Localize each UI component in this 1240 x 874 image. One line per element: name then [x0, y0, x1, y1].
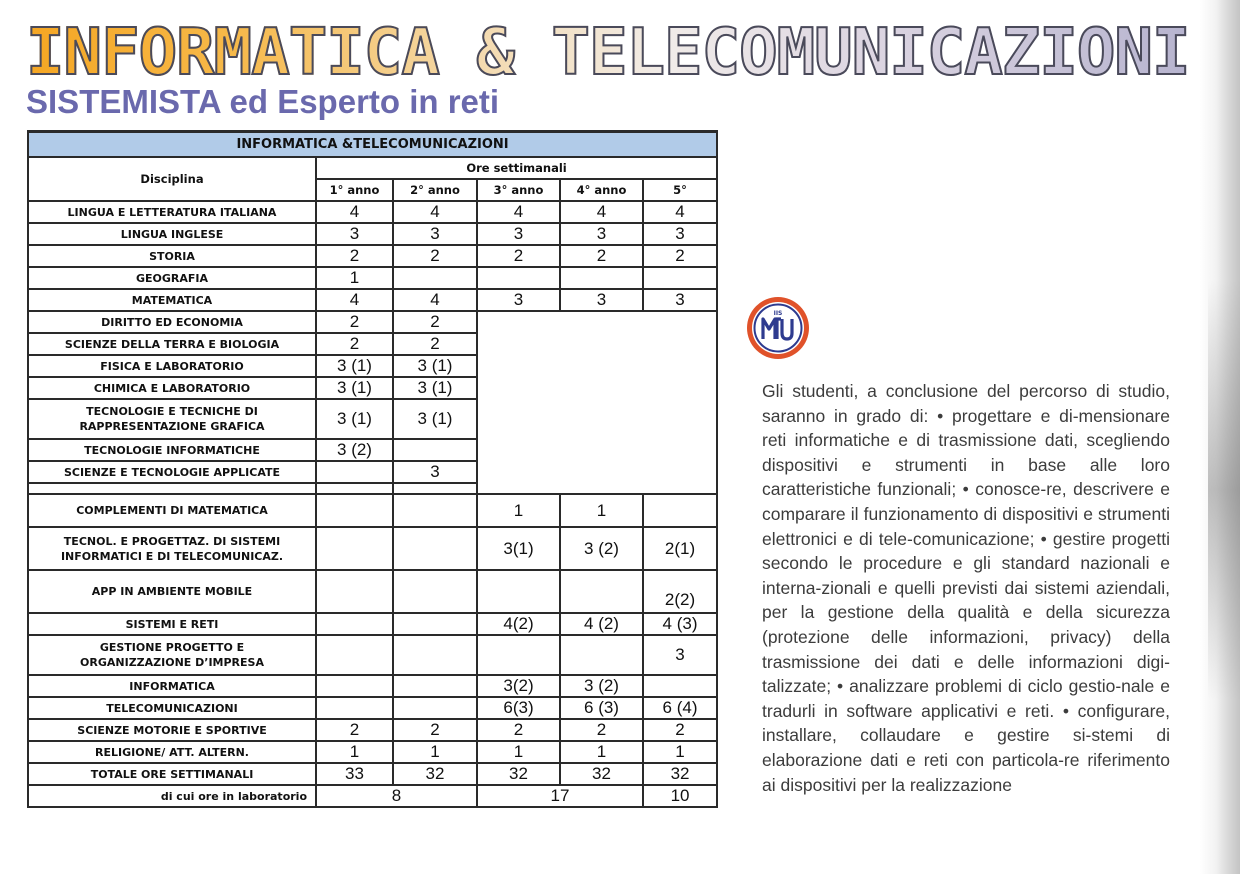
discipline-name: APP IN AMBIENTE MOBILE: [28, 570, 316, 613]
hours-cell: 2: [643, 245, 717, 267]
hours-cell: [560, 267, 643, 289]
hours-cell: 4 (2): [560, 613, 643, 635]
hours-cell: 1: [393, 741, 477, 763]
hours-cell: 2: [393, 333, 477, 355]
hours-cell: [393, 635, 477, 675]
hours-cell: [316, 527, 393, 570]
table-row: [28, 201, 717, 223]
hours-cell: 3 (1): [316, 399, 393, 439]
hours-cell: 1: [316, 741, 393, 763]
hours-cell: [393, 697, 477, 719]
discipline-name: CHIMICA E LABORATORIO: [28, 377, 316, 399]
hours-cell: 2: [560, 245, 643, 267]
hours-cell: [316, 570, 393, 613]
hours-cell: 6 (4): [643, 697, 717, 719]
table-row: [28, 267, 717, 289]
spacer-cell: [316, 483, 393, 494]
table-row: [28, 741, 717, 763]
hours-cell: 4: [316, 289, 393, 311]
table-row: [28, 311, 717, 333]
hours-cell: 1: [477, 494, 560, 527]
hours-cell: 2: [393, 311, 477, 333]
hours-cell: 3 (2): [560, 675, 643, 697]
hours-cell: [477, 570, 560, 613]
hours-cell: 3: [643, 635, 717, 675]
hours-cell: 3: [393, 461, 477, 483]
spacer-cell: [393, 483, 477, 494]
hours-cell: 3(2): [477, 675, 560, 697]
hours-cell: 2: [477, 719, 560, 741]
discipline-name-line1: TECNOLOGIE E TECNICHE DI: [86, 405, 258, 418]
page-subtitle: SISTEMISTA ed Esperto in reti: [26, 83, 500, 120]
hours-cell: 3: [477, 223, 560, 245]
hours-cell: 1: [560, 494, 643, 527]
hours-cell: 6 (3): [560, 697, 643, 719]
hours-cell: 2: [316, 311, 393, 333]
discipline-header: Disciplina: [28, 157, 316, 201]
year-header-4: 4° anno: [560, 179, 643, 201]
hours-cell: 3: [643, 289, 717, 311]
hours-cell: 1: [643, 741, 717, 763]
discipline-name: [28, 527, 316, 570]
hours-header: Ore settimanali: [316, 157, 717, 179]
discipline-name-line2: RAPPRESENTAZIONE GRAFICA: [79, 420, 265, 433]
hours-cell: [477, 267, 560, 289]
hours-cell: 1: [477, 741, 560, 763]
hours-cell: 32: [560, 763, 643, 785]
year-header-2: 2° anno: [393, 179, 477, 201]
hours-cell: [643, 494, 717, 527]
hours-cell: 4: [477, 201, 560, 223]
discipline-name-line2: INFORMATICI E DI TELECOMUNICAZ.: [60, 549, 284, 563]
year-header-1: 1° anno: [316, 179, 393, 201]
hours-cell: 3 (2): [560, 527, 643, 570]
lab-hours-row: [28, 785, 717, 807]
table-row: [28, 635, 717, 675]
school-logo: [745, 295, 811, 361]
schedule-table: [27, 130, 718, 808]
discipline-name: [28, 635, 316, 675]
discipline-name: SCIENZE DELLA TERRA E BIOLOGIA: [28, 333, 316, 355]
discipline-name-line2: ORGANIZZAZIONE D’IMPRESA: [80, 656, 264, 669]
hours-cell: 3: [560, 289, 643, 311]
hours-cell: [393, 267, 477, 289]
discipline-name-line1: TECNOL. E PROGETTAZ. DI SISTEMI: [63, 534, 281, 548]
hours-cell: 2: [393, 719, 477, 741]
discipline-name: LINGUA E LETTERATURA ITALIANA: [28, 201, 316, 223]
hours-cell: 1: [316, 267, 393, 289]
discipline-name: MATEMATICA: [28, 289, 316, 311]
hours-cell: [316, 461, 393, 483]
discipline-name: GEOGRAFIA: [28, 267, 316, 289]
table-banner: INFORMATICA &TELECOMUNICAZIONI: [28, 132, 717, 158]
hours-cell: 4: [393, 289, 477, 311]
discipline-name: DIRITTO ED ECONOMIA: [28, 311, 316, 333]
hours-cell: [393, 675, 477, 697]
hours-cell: 3 (1): [316, 355, 393, 377]
hours-cell: 1: [560, 741, 643, 763]
totals-row: [28, 763, 717, 785]
discipline-name: di cui ore in laboratorio: [28, 785, 316, 807]
hours-cell: [643, 267, 717, 289]
discipline-name: TOTALE ORE SETTIMANALI: [28, 763, 316, 785]
hours-cell: [477, 635, 560, 675]
hours-cell: 3: [393, 223, 477, 245]
logo-emblem-icon: [745, 295, 811, 361]
discipline-name: SISTEMI E RETI: [28, 613, 316, 635]
hours-cell: 3 (2): [316, 439, 393, 461]
hours-cell: [393, 570, 477, 613]
hours-cell: [393, 439, 477, 461]
discipline-name: SCIENZE E TECNOLOGIE APPLICATE: [28, 461, 316, 483]
hours-cell: 17: [477, 785, 643, 807]
hours-cell: 3 (1): [316, 377, 393, 399]
table-row: [28, 675, 717, 697]
discipline-name: FISICA E LABORATORIO: [28, 355, 316, 377]
table-row: [28, 697, 717, 719]
discipline-name: STORIA: [28, 245, 316, 267]
hours-cell: 4 (3): [643, 613, 717, 635]
hours-cell: 3 (1): [393, 377, 477, 399]
empty-block-upper: [477, 311, 717, 494]
hours-cell: 2: [560, 719, 643, 741]
description-text: Gli studenti, a conclusione del percorso di studio, saranno in grado di: • progettare e di-mensionare reti informatiche e di trasmissione dati, scegliendo dispositivi e strumenti in base alle loro caratteristiche funzionali; • conosce-re, descrivere e comparare il funzionamento di dispositivi e strumenti elettronici e di tele-comunicazione; • gestire progetti secondo le procedure e gli standard nazionali e interna-zionali e quelli previsti dai sistemi aziendali, per la gestione della qualità e della sicurezza (protezione delle informazioni, privacy) della trasmissione dei dati e delle informazioni digi-talizzate; • analizzare problemi di ciclo gestio-nale e tradurli in software applicativi e reti. • configurare, installare, collaudare e gestire si-stemi di elaborazione dati e reti con particola-re riferimento ai dispositivi per la realizzazione: [762, 381, 1170, 795]
hours-cell: 8: [316, 785, 477, 807]
year-header-3: 3° anno: [477, 179, 560, 201]
hours-cell: 4: [560, 201, 643, 223]
hours-cell: 2: [316, 333, 393, 355]
hours-cell: 3 (1): [393, 399, 477, 439]
table-row: [28, 719, 717, 741]
table-row: [28, 570, 717, 613]
hours-cell: [316, 697, 393, 719]
hours-cell: [316, 675, 393, 697]
discipline-name: INFORMATICA: [28, 675, 316, 697]
hours-cell: 4: [316, 201, 393, 223]
hours-cell: 2: [393, 245, 477, 267]
hours-cell: 4(2): [477, 613, 560, 635]
hours-cell: 2: [643, 719, 717, 741]
hours-cell: 32: [477, 763, 560, 785]
hours-cell: [560, 635, 643, 675]
table-row: [28, 494, 717, 527]
discipline-name: TECNOLOGIE INFORMATICHE: [28, 439, 316, 461]
hours-cell: 32: [393, 763, 477, 785]
logo-text: IIS: [773, 310, 783, 317]
hours-cell: 4: [643, 201, 717, 223]
discipline-name: TELECOMUNICAZIONI: [28, 697, 316, 719]
hours-cell: 2: [477, 245, 560, 267]
hours-cell: 3(1): [477, 527, 560, 570]
discipline-name: COMPLEMENTI DI MATEMATICA: [28, 494, 316, 527]
hours-cell: 10: [643, 785, 717, 807]
discipline-name: SCIENZE MOTORIE E SPORTIVE: [28, 719, 316, 741]
table-row: [28, 527, 717, 570]
hours-cell: [393, 494, 477, 527]
hours-cell: 6(3): [477, 697, 560, 719]
spacer-cell: [28, 483, 316, 494]
hours-cell: 3 (1): [393, 355, 477, 377]
discipline-name-line1: GESTIONE PROGETTO E: [99, 641, 245, 654]
hours-cell: [560, 570, 643, 613]
hours-cell: [316, 613, 393, 635]
hours-cell: 3: [477, 289, 560, 311]
hours-cell: 4: [393, 201, 477, 223]
hours-cell: [393, 613, 477, 635]
hours-cell: [643, 675, 717, 697]
discipline-name: RELIGIONE/ ATT. ALTERN.: [28, 741, 316, 763]
hours-cell: [316, 494, 393, 527]
hours-cell: [393, 527, 477, 570]
hours-cell: 2(1): [643, 527, 717, 570]
hours-cell: 32: [643, 763, 717, 785]
table-row: [28, 245, 717, 267]
hours-cell: 3: [560, 223, 643, 245]
hours-cell: 3: [316, 223, 393, 245]
hours-cell: 2: [316, 719, 393, 741]
table-row: [28, 223, 717, 245]
page-title: INFORMATICA & TELECOMUNICAZIONI: [26, 16, 1190, 90]
discipline-name: LINGUA INGLESE: [28, 223, 316, 245]
hours-cell: 3: [643, 223, 717, 245]
hours-cell: [316, 635, 393, 675]
page-edge-shadow: [1208, 280, 1240, 700]
discipline-name: [28, 399, 316, 439]
table-row: [28, 613, 717, 635]
year-header-5: 5°: [643, 179, 717, 201]
hours-cell: 2(2): [643, 570, 717, 613]
hours-cell: 2: [316, 245, 393, 267]
table-row: [28, 289, 717, 311]
hours-cell: 33: [316, 763, 393, 785]
